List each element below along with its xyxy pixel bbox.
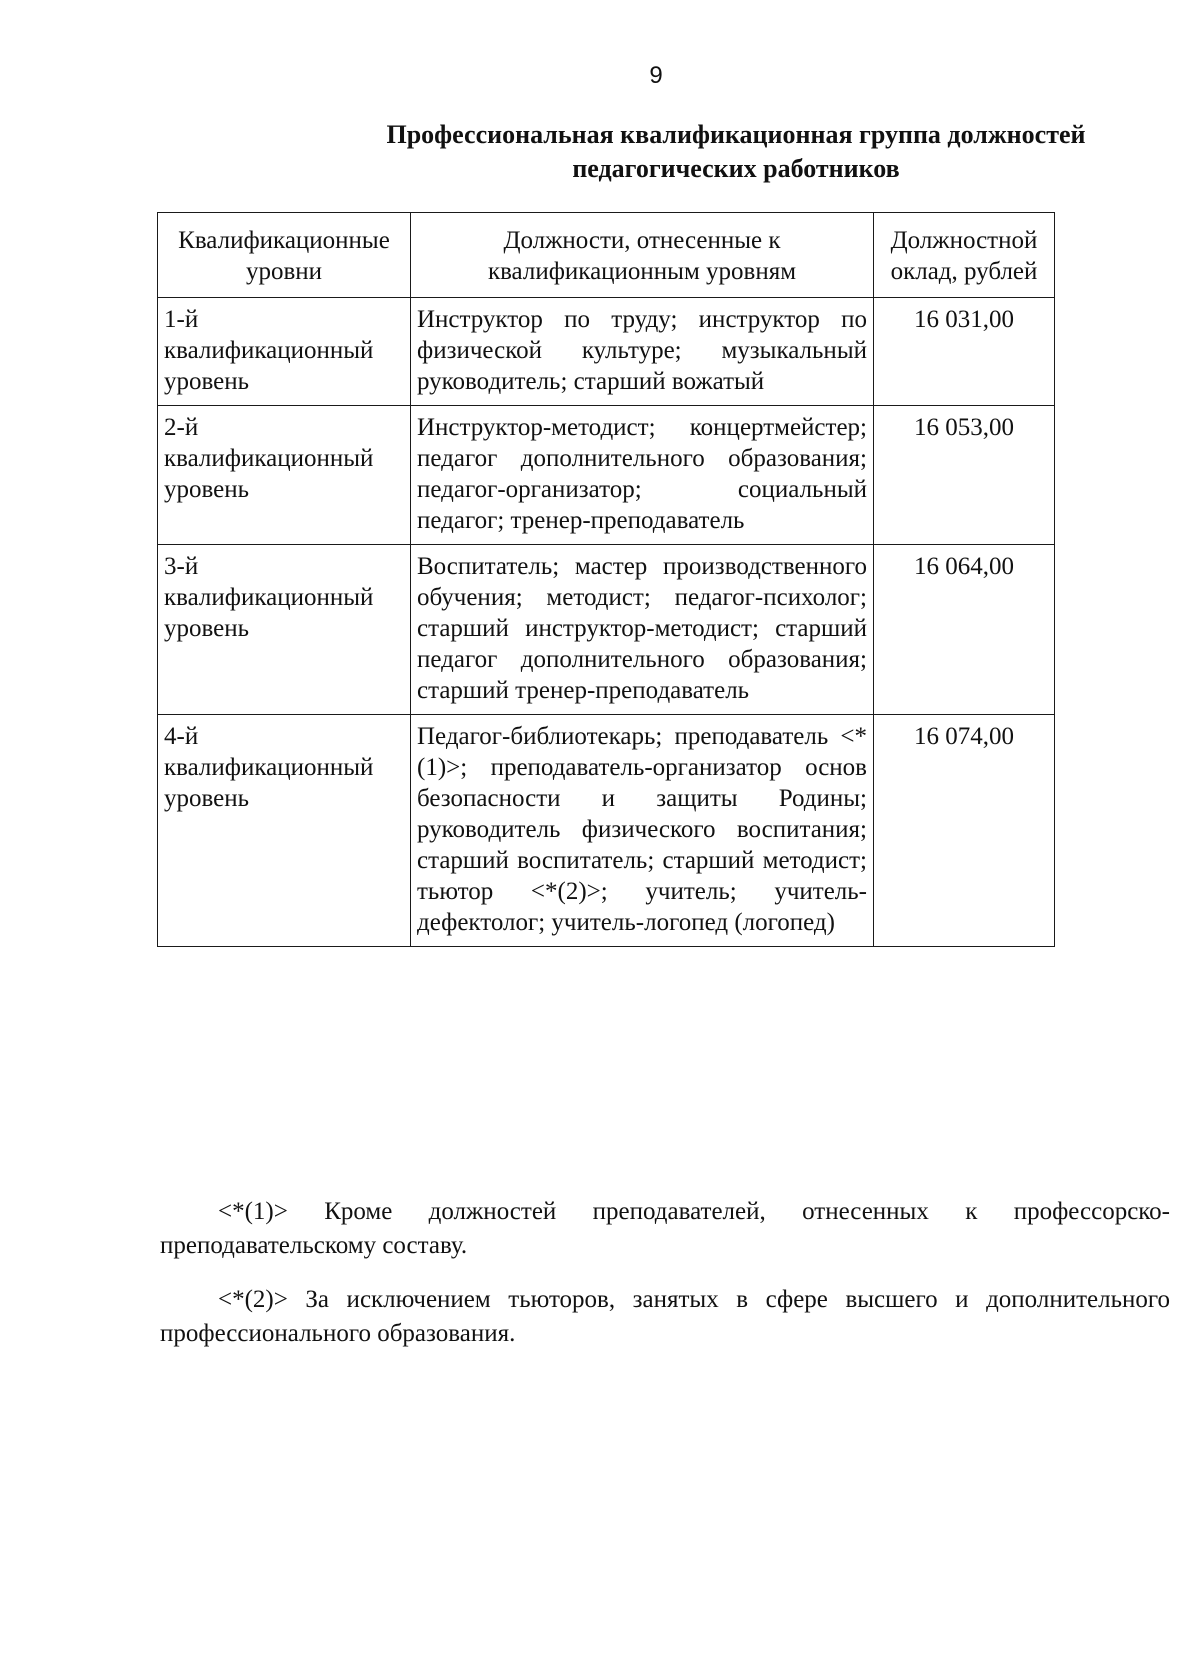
row-level: 3-й квалификационный уровень	[158, 545, 411, 715]
heading-line-1: Профессиональная квалификационная группа должностей	[386, 120, 1086, 149]
row-level: 1-й квалификационный уровень	[158, 298, 411, 406]
row-level: 2-й квалификационный уровень	[158, 406, 411, 545]
header-positions: Должности, отнесенные к квалификационным уровням	[411, 213, 874, 298]
header-level: Квалификационные уровни	[158, 213, 411, 298]
header-salary: Должностной оклад, рублей	[874, 213, 1055, 298]
footnote-1: <*(1)> Кроме должностей преподавателей, отнесенных к профессорско-преподавательскому составу.	[160, 1198, 1170, 1259]
row-salary: 16 064,00	[874, 545, 1055, 715]
row-positions: Воспитатель; мастер производственного обучения; методист; педагог-психолог; старший инструктор-методист; старший педагог дополнительного образования; старший тренер-преподаватель	[411, 545, 874, 715]
heading-line-2: педагогических работников	[572, 154, 900, 183]
page-number: 9	[649, 62, 663, 89]
table-row	[158, 545, 1055, 715]
footnote-2: <*(2)> За исключением тьюторов, занятых в сфере высшего и дополнительного профессионального образования.	[160, 1286, 1170, 1347]
table-row	[158, 715, 1055, 947]
row-level: 4-й квалификационный уровень	[158, 715, 411, 947]
table-header-row	[158, 213, 1055, 298]
qualification-table	[157, 212, 1055, 947]
table-row	[158, 298, 1055, 406]
row-positions: Педагог-библиотекарь; преподаватель <*(1)>; преподаватель-организатор основ безопасности и защиты Родины; руководитель физического воспитания; старший воспитатель; старший методист; тьютор <*(2)>; учитель; учитель-дефектолог; учитель-логопед (логопед)	[411, 715, 874, 947]
row-salary: 16 053,00	[874, 406, 1055, 545]
row-salary: 16 031,00	[874, 298, 1055, 406]
table-row	[158, 406, 1055, 545]
row-salary: 16 074,00	[874, 715, 1055, 947]
document-heading	[160, 118, 1200, 186]
row-positions: Инструктор-методист; концертмейстер; педагог дополнительного образования; педагог-организатор; социальный педагог; тренер-преподаватель	[411, 406, 874, 545]
row-positions: Инструктор по труду; инструктор по физической культуре; музыкальный руководитель; старший вожатый	[411, 298, 874, 406]
